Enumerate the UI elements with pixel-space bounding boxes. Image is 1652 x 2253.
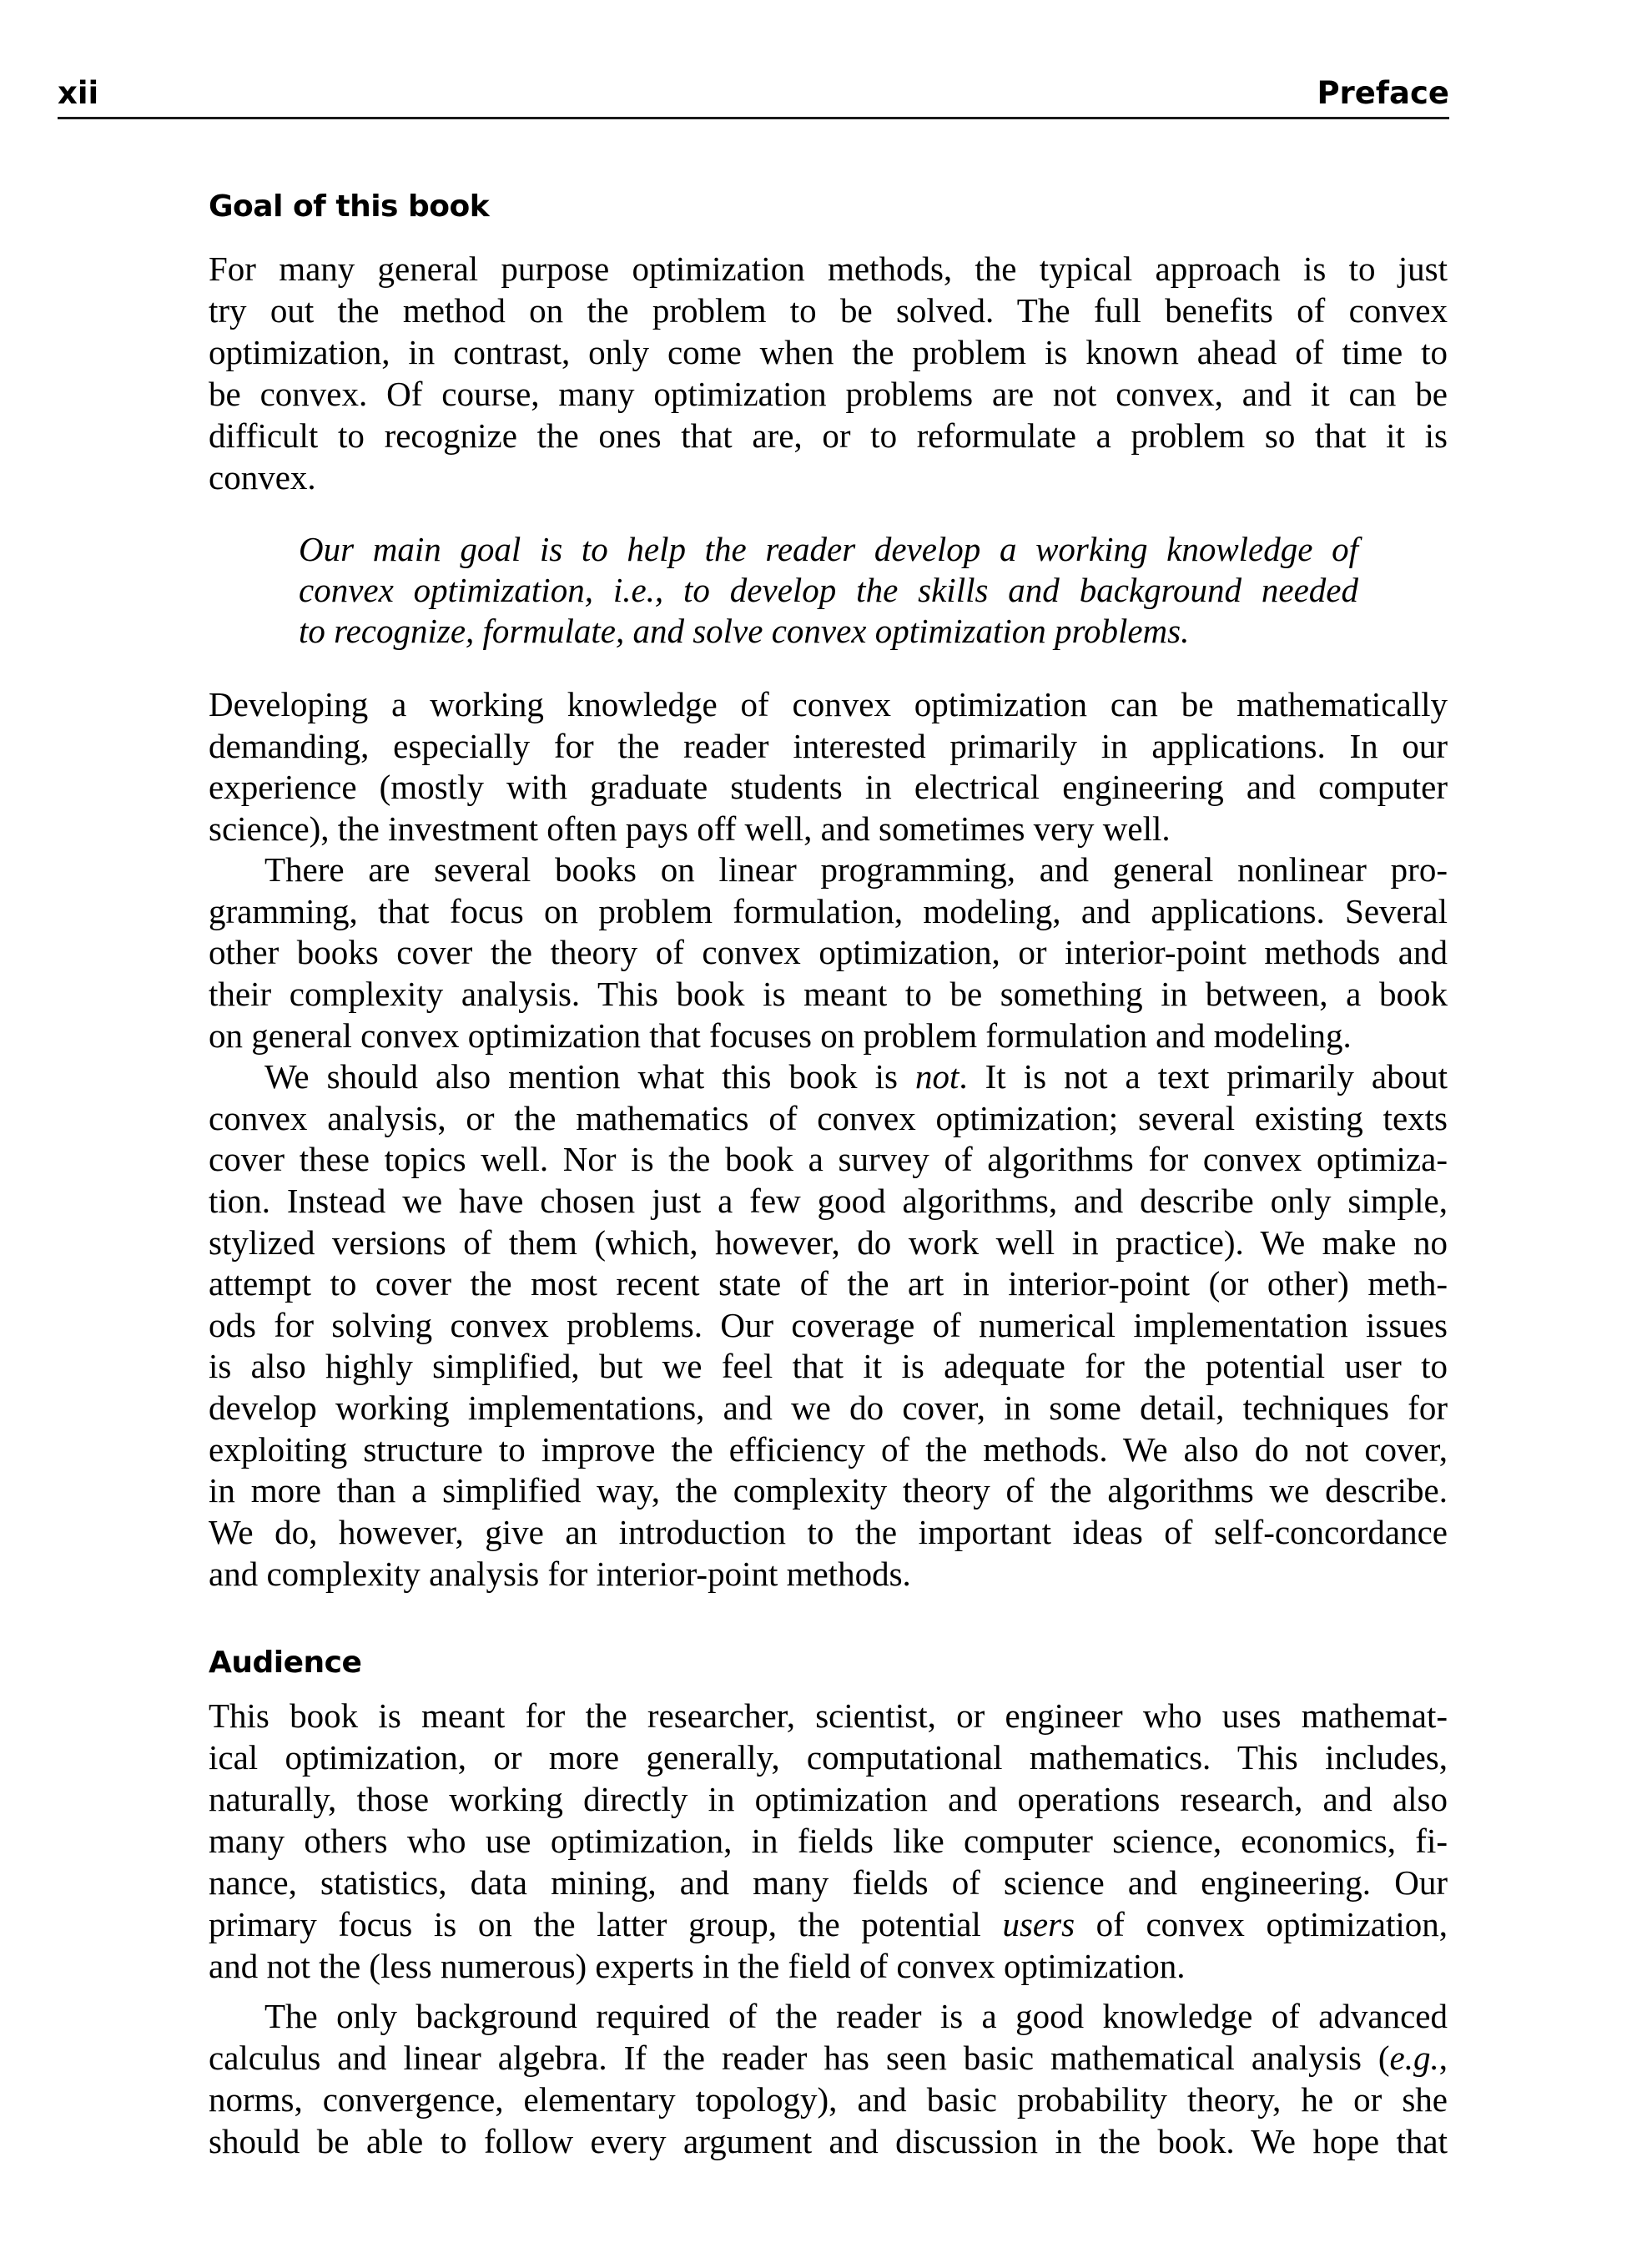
text-line: naturally, those working directly in optimization and operations research, and also [209,1780,1448,1818]
text-span: , [1438,2039,1448,2077]
text-line: in more than a simplified way, the complexity theory of the algorithms we describe. [209,1471,1448,1510]
text-line: The only background required of the reader is a good knowledge of advanced [264,1997,1448,2035]
text-line: nance, statistics, data mining, and many fields of science and engineering. Our [209,1863,1448,1902]
text-line: exploiting structure to improve the efficiency of the methods. We also do not cover, [209,1430,1448,1469]
text-line: experience (mostly with graduate students in electrical engineering and computer [209,768,1448,806]
text-line [209,2041,1448,2083]
text-line: other books cover the theory of convex optimization, or interior-point methods and [209,933,1448,971]
text-span: calculus and linear algebra. If the reader has seen basic mathematical analysis ( [209,2039,1390,2077]
text-line: Developing a working knowledge of convex optimization can be mathematically [209,685,1448,723]
text-line: their complexity analysis. This book is meant to be something in between, a book [209,975,1448,1013]
text-line: ical optimization, or more generally, computational mathematics. This includes, [209,1738,1448,1777]
page-number: xii [58,75,99,111]
text-line: many others who use optimization, in fields like computer science, economics, fi- [209,1822,1448,1860]
text-span: of convex optimization, [1075,1905,1448,1943]
running-head [58,73,1449,118]
text-span: We should also mention what this book is [264,1057,915,1096]
quote-line: convex optimization, i.e., to develop the skills and background needed [299,571,1358,609]
text-line: try out the method on the problem to be solved. The full benefits of convex [209,291,1448,330]
text-span: primary focus is on the latter group, the potential [209,1905,1003,1943]
text-line: gramming, that focus on problem formulation, modeling, and applications. Several [209,892,1448,930]
text-line [209,1905,1448,1949]
text-line: attempt to cover the most recent state of the art in interior-point (or other) meth- [209,1264,1448,1303]
text-line: optimization, in contrast, only come when the problem is known ahead of time to [209,333,1448,371]
text-line: demanding, especially for the reader interested primarily in applications. In our [209,727,1448,765]
text-line: tion. Instead we have chosen just a few good algorithms, and describe only simple, [209,1182,1448,1220]
text-line: This book is meant for the researcher, scientist, or engineer who uses mathemat- [209,1696,1448,1735]
text-line: difficult to recognize the ones that are, or to reformulate a problem so that it is [209,416,1448,455]
text-line: For many general purpose optimization methods, the typical approach is to just [209,249,1448,288]
text-line: norms, convergence, elementary topology), and basic probability theory, he or she [209,2080,1448,2119]
text-line: cover these topics well. Nor is the book a survey of algorithms for convex optimiza- [209,1140,1448,1178]
header-rule [58,117,1449,119]
text-line: stylized versions of them (which, however, do work well in practice). We make no [209,1223,1448,1262]
text-line: and not the (less numerous) experts in the field of convex optimization. [209,1947,1186,1985]
text-line: develop working implementations, and we do cover, in some detail, techniques for [209,1389,1448,1427]
text-line: We do, however, give an introduction to the important ideas of self-concordance [209,1513,1448,1551]
text-line: be convex. Of course, many optimization problems are not convex, and it can be [209,375,1448,413]
text-line: on general convex optimization that focuses on problem formulation and modeling. [209,1016,1352,1055]
emphasis-users: users [1002,1905,1075,1943]
text-line: and complexity analysis for interior-point methods. [209,1555,911,1593]
text-line: ods for solving convex problems. Our coverage of numerical implementation issues [209,1306,1448,1344]
text-line: should be able to follow every argument and discussion in the book. We hope that [209,2122,1448,2160]
quote-line: Our main goal is to help the reader develop a working knowledge of [299,530,1358,568]
text-span: . It is not a text primarily about [959,1057,1448,1096]
quote-line: to recognize, formulate, and solve convex optimization problems. [299,612,1190,650]
chapter-title: Preface [1317,75,1449,111]
text-line: convex analysis, or the mathematics of convex optimization; several existing texts [209,1099,1448,1137]
text-line: is also highly simplified, but we feel that it is adequate for the potential user to [209,1347,1448,1385]
text-line: science), the investment often pays off well, and sometimes very well. [209,809,1171,848]
text-line: convex. [209,458,316,496]
text-line: There are several books on linear programming, and general nonlinear pro- [264,850,1448,889]
section-heading-goal: Goal of this book [209,189,490,224]
section-heading-audience: Audience [209,1646,362,1680]
emphasis-not: not [914,1057,959,1096]
text-line [209,1057,1448,1101]
emphasis-eg: e.g. [1389,2039,1439,2077]
